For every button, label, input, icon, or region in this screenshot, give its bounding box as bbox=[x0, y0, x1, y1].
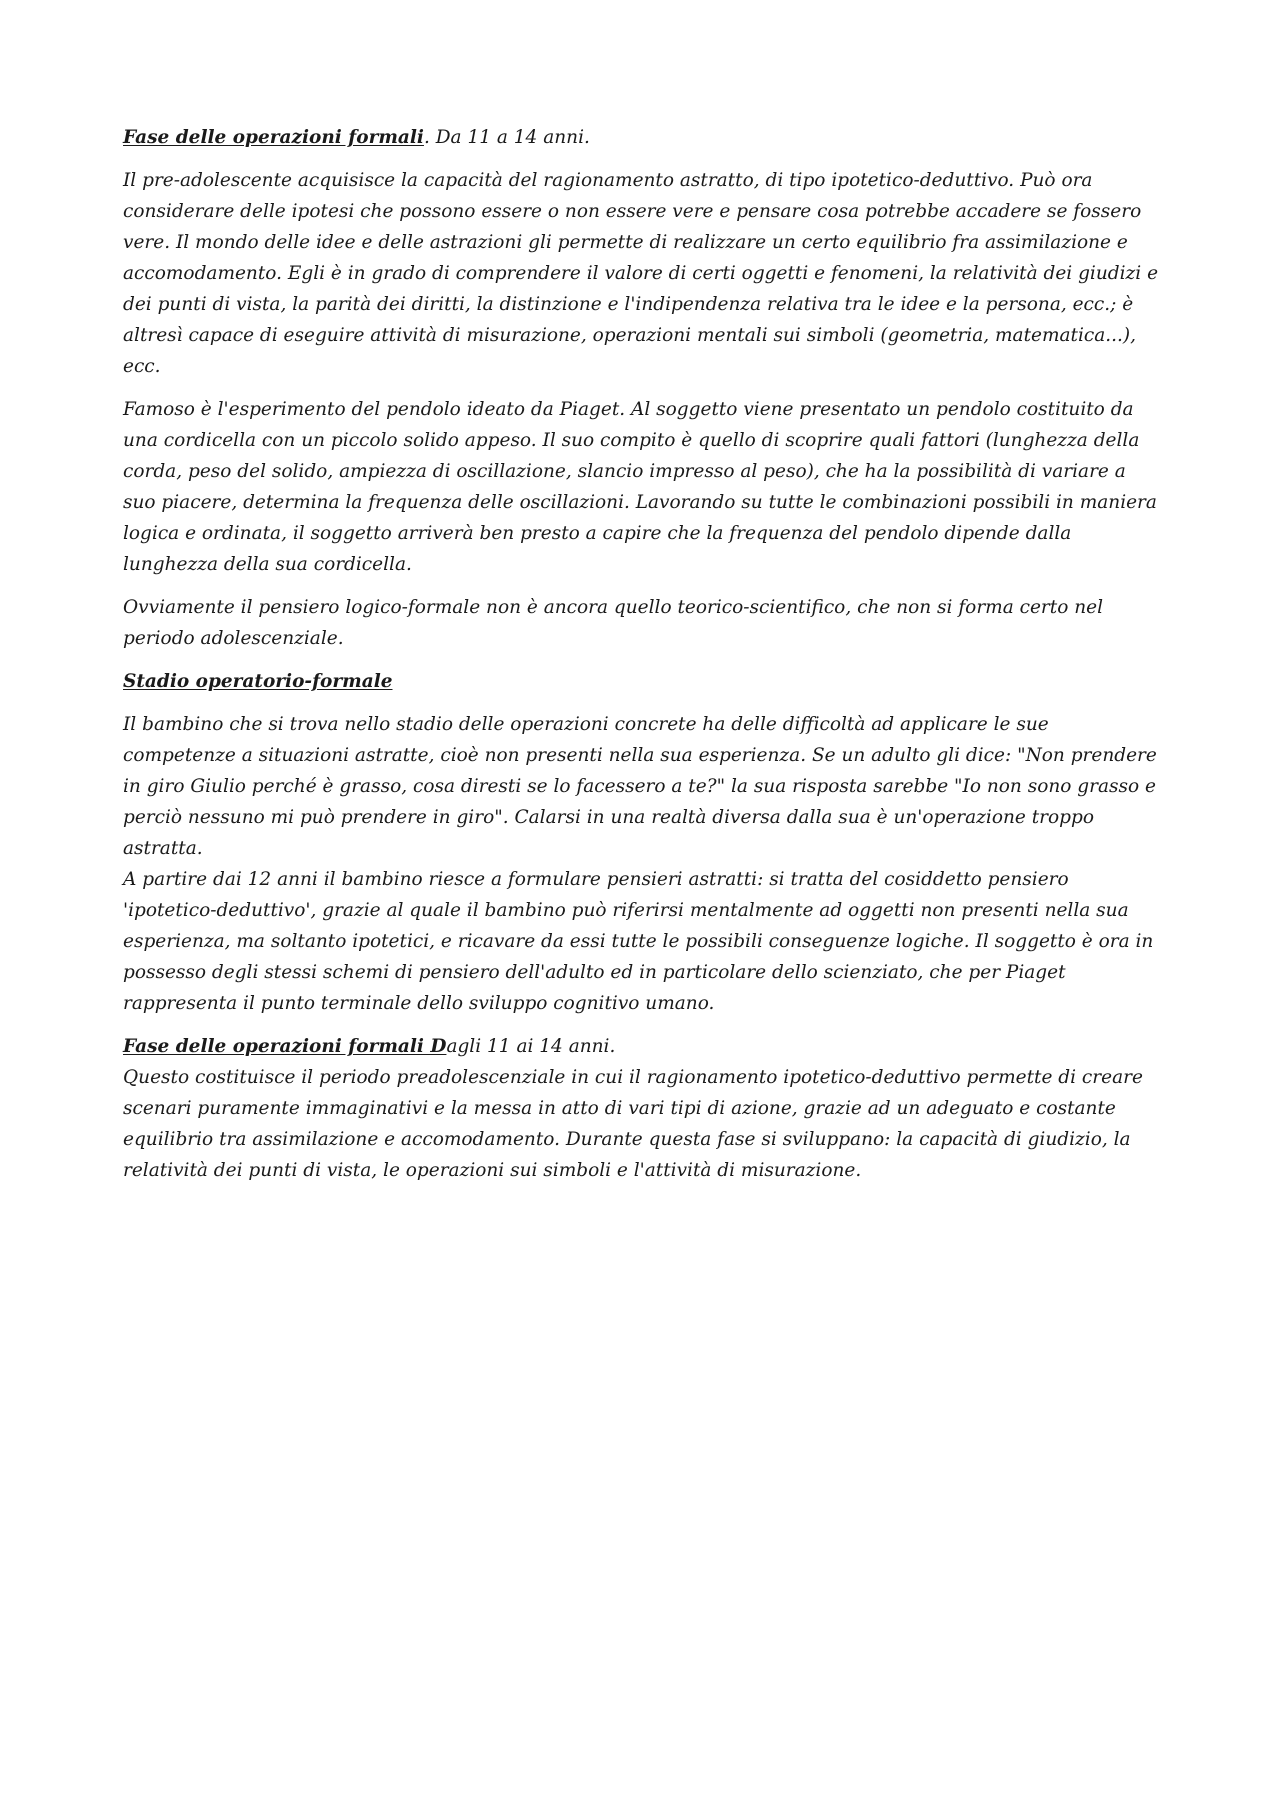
section-heading: Fase delle operazioni formali D bbox=[123, 1036, 447, 1057]
paragraph-abstract-reasoning bbox=[123, 165, 1163, 382]
section-heading: Fase delle operazioni formali bbox=[123, 127, 424, 148]
section-formal-operations-summary bbox=[123, 1031, 1163, 1186]
paragraph: Questo costituisce il periodo preadolescenziale in cui il ragionamento ipotetico-deduttivo permette di creare scenari puramente immaginativi e la messa in atto di vari tipi di azione, grazie ad un adeguato e costante equilibrio tra assimilazione e accomodamento. Durante questa fase si sviluppano: la capacità di giudizio, la relatività dei punti di vista, le operazioni sui simboli e l'attività di misurazione. bbox=[123, 1067, 1143, 1181]
paragraph: Ovviamente il pensiero logico-formale non è ancora quello teorico-scientifico, che non si forma certo nel periodo adolescenziale. bbox=[123, 597, 1103, 649]
paragraph-pendulum-experiment bbox=[123, 394, 1163, 580]
section-heading-line bbox=[123, 1031, 1163, 1062]
paragraph-concrete-vs-abstract bbox=[123, 709, 1163, 1019]
section-heading: Stadio operatorio-formale bbox=[123, 671, 393, 692]
paragraph: Famoso è l'esperimento del pendolo ideato da Piaget. Al soggetto viene presentato un pendolo costituito da una cordicella con un piccolo solido appeso. Il suo compito è quello di scoprire quali fattori (lunghezza della corda, peso del solido, ampiezza di oscillazione, slancio impresso al peso), che ha la possibilità di variare a suo piacere, determina la frequenza delle oscillazioni. Lavorando su tutte le combinazioni possibili in maniera logica e ordinata, il soggetto arriverà ben presto a capire che la frequenza del pendolo dipende dalla lunghezza della sua cordicella. bbox=[123, 399, 1157, 575]
section-heading-suffix: agli 11 ai 14 anni. bbox=[446, 1036, 616, 1057]
section-operational-formal-stage bbox=[123, 666, 1163, 697]
section-heading-suffix: . Da 11 a 14 anni. bbox=[423, 127, 590, 148]
section-formal-operations bbox=[123, 122, 1163, 153]
section-heading-line bbox=[123, 122, 1163, 153]
section-heading-line bbox=[123, 666, 1163, 697]
document-page bbox=[123, 122, 1163, 1198]
paragraph: A partire dai 12 anni il bambino riesce a formulare pensieri astratti: si tratta del cosiddetto pensiero 'ipotetico-deduttivo', grazie al quale il bambino può riferirsi mentalmente ad oggetti non presenti nella sua esperienza, ma soltanto ipotetici, e ricavare da essi tutte le possibili conseguenze logiche. Il soggetto è ora in possesso degli stessi schemi di pensiero dell'adulto ed in particolare dello scienziato, che per Piaget rappresenta il punto terminale dello sviluppo cognitivo umano. bbox=[123, 869, 1154, 1014]
paragraph: Il pre-adolescente acquisisce la capacità del ragionamento astratto, di tipo ipotetico-deduttivo. Può ora considerare delle ipotesi che possono essere o non essere vere e pensare cosa potrebbe accadere se fossero vere. Il mondo delle idee e delle astrazioni gli permette di realizzare un certo equilibrio fra assimilazione e accomodamento. Egli è in grado di comprendere il valore di certi oggetti e fenomeni, la relatività dei giudizi e dei punti di vista, la parità dei diritti, la distinzione e l'indipendenza relativa tra le idee e la persona, ecc.; è altresì capace di eseguire attività di misurazione, operazioni mentali sui simboli (geometria, matematica...), ecc. bbox=[123, 170, 1159, 377]
paragraph: Il bambino che si trova nello stadio delle operazioni concrete ha delle difficoltà ad applicare le sue competenze a situazioni astratte, cioè non presenti nella sua esperienza. Se un adulto gli dice: "Non prendere in giro Giulio perché è grasso, cosa diresti se lo facessero a te?" la sua risposta sarebbe "Io non sono grasso e perciò nessuno mi può prendere in giro". Calarsi in una realtà diversa dalla sua è un'operazione troppo astratta. bbox=[123, 714, 1157, 859]
paragraph-logical-formal-thought bbox=[123, 592, 1163, 654]
